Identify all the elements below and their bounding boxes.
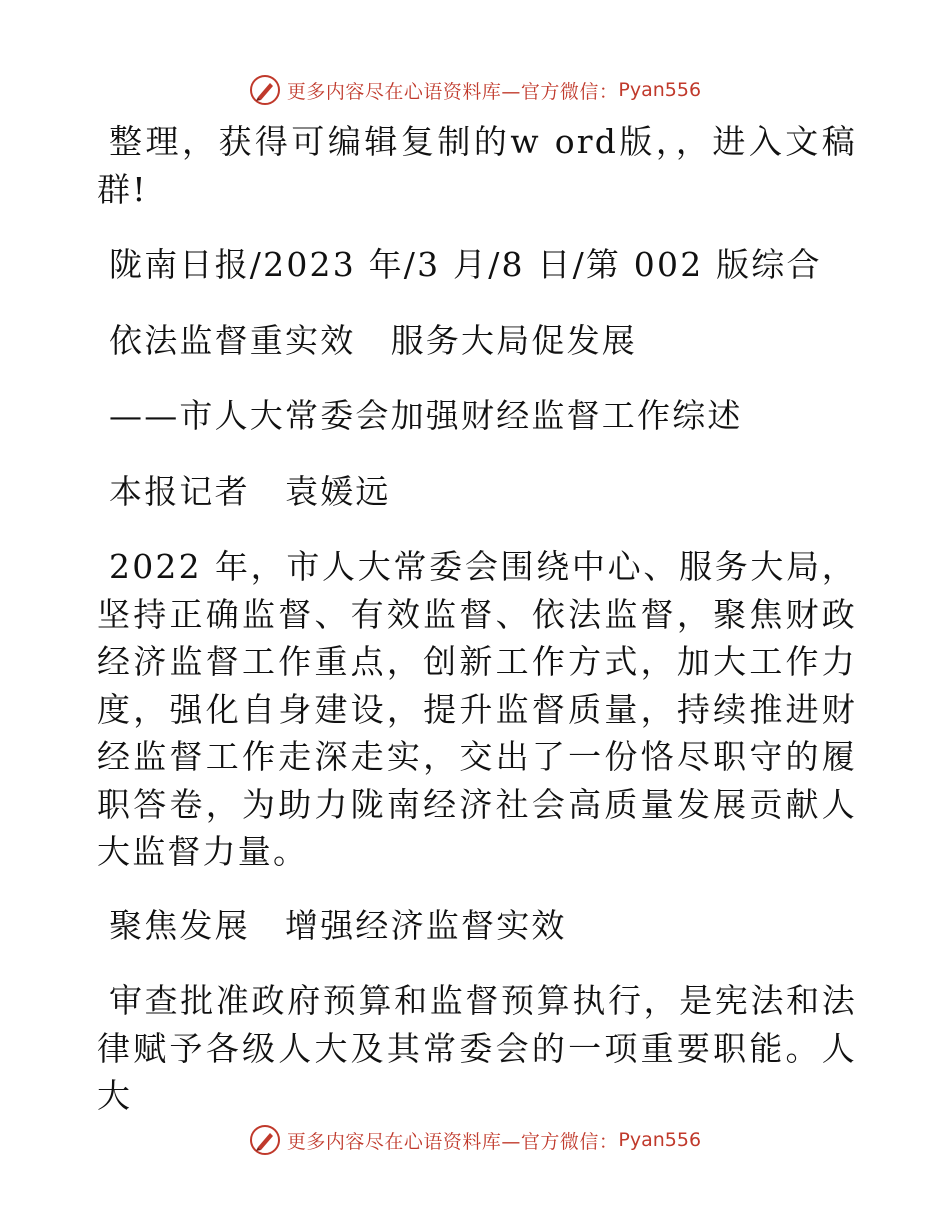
section-heading: 聚焦发展 增强经济监督实效 [109, 905, 567, 945]
pen-logo-icon [249, 1124, 281, 1156]
body-paragraph: 2022 年，市人大常委会围绕中心、服务大局，坚持正确监督、有效监督、依法监督，聚焦财政经济监督工作重点，创新工作方式，加大工作力度，强化自身建设，提升监督质量，持续推进财经监督工作走深走实，交出了一份恪尽职守的履职答卷，为助力陇南经济社会高质量发展贡献人大监督力量。 [97, 547, 857, 871]
banner-wechat-id: Pyan556 [618, 79, 702, 101]
intro-paragraph: 整理，获得可编辑复制的w ord版，，进入文稿群! [97, 122, 857, 209]
header-banner [0, 70, 950, 110]
pen-logo-icon [249, 74, 281, 106]
article-subtitle: ——市人大常委会加强财经监督工作综述 [109, 396, 743, 435]
article-title: 依法监督重实效 服务大局促发展 [109, 320, 637, 360]
banner-text: 更多内容尽在心语资料库—官方微信： [286, 80, 619, 103]
banner-wechat-id: Pyan556 [618, 1129, 702, 1151]
article-body [97, 118, 857, 1120]
banner-text: 更多内容尽在心语资料库—官方微信： [286, 1130, 619, 1153]
footer-banner [0, 1120, 950, 1160]
source-line: 陇南日报/2023 年/3 月/8 日/第 002 版综合 [109, 245, 822, 284]
body-paragraph: 审查批准政府预算和监督预算执行，是宪法和法律赋予各级人大及其常委会的一项重要职能。人大 [97, 981, 857, 1115]
byline: 本报记者 袁媛远 [109, 471, 391, 511]
